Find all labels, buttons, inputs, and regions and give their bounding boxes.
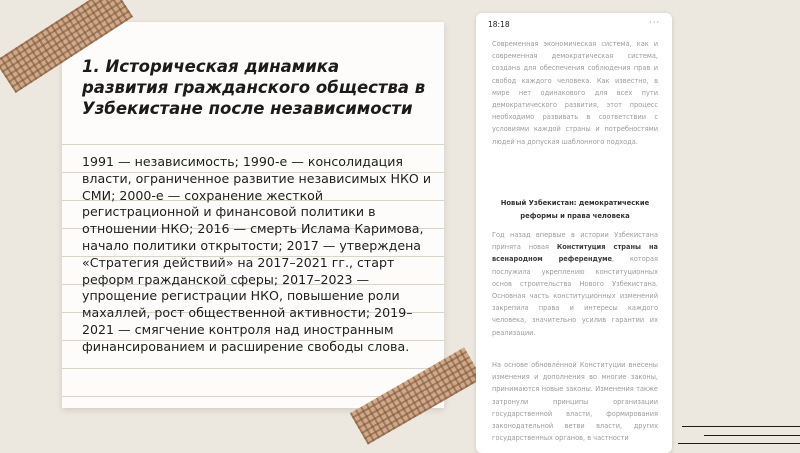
article-paragraph-1: Современная экономическая система, как и современная демократическая система, создана для обеспечения соблюдения прав и свобод каждого человека. Как известно, в мире нет одинакового для всех пути демократического развития, этот процесс необходимо развивать в соответствии с условиями каждой страны и потребностями людей на допуская шаблонного подхода. bbox=[492, 40, 658, 146]
para2-text-a: Год назад впервые в истории Узбекистана принята новая bbox=[492, 231, 658, 252]
decorative-line bbox=[704, 435, 800, 436]
slide-title: 1. Историческая динамика развития гражданского общества в Узбекистане после независимости bbox=[82, 57, 426, 118]
decorative-lines bbox=[678, 424, 800, 450]
status-icons: ··· bbox=[649, 18, 660, 27]
slide-body-text: 1991 — независимость; 1990-е — консолидация власти, ограниченное развитие независимых НКО и СМИ; 2000-е — сохранение жесткой регистрационной и финансовой политики в отношении НКО; 2016 — смерть Ислама Каримова, начало политики открытости; 2017 — утверждена «Стратегия действий» на 2017–2021 гг., старт реформ гражданской сферы; 2017–2023 — упрощение регистрации НКО, повышение роли махаллей, рост общественной активности; 2019–2021 — смягчение контроля над иностранным финансированием и расширение свободы слова. bbox=[82, 154, 432, 354]
ruled-line bbox=[62, 144, 444, 145]
phone-screenshot bbox=[476, 13, 672, 453]
ruled-line bbox=[62, 368, 444, 369]
article-heading: Новый Узбекистан: демократические реформы и права человека bbox=[500, 199, 650, 220]
status-time: 18:18 bbox=[488, 20, 510, 29]
para2-bold-text: Конституция страны на всенародном референдуме bbox=[492, 243, 659, 264]
decorative-line bbox=[682, 426, 800, 427]
article-paragraph-3: На основе обновлённой Конституции внесены изменения и дополнения во многие законы, принимаются новые законы. Изменения также затронули принципы организации государственной власти, формирования законодательной ветви власти, других государственных органов, в частности bbox=[492, 361, 658, 443]
decorative-line bbox=[678, 443, 800, 444]
para2-text-c: , которая послужила укреплению конституционных основ строительства Нового Узбекистана. Основная часть конституционных изменений закрепила права и интересы каждого человека, значительно усилив гарантии их реализации. bbox=[492, 255, 658, 337]
article-paragraph-2 bbox=[492, 229, 658, 339]
